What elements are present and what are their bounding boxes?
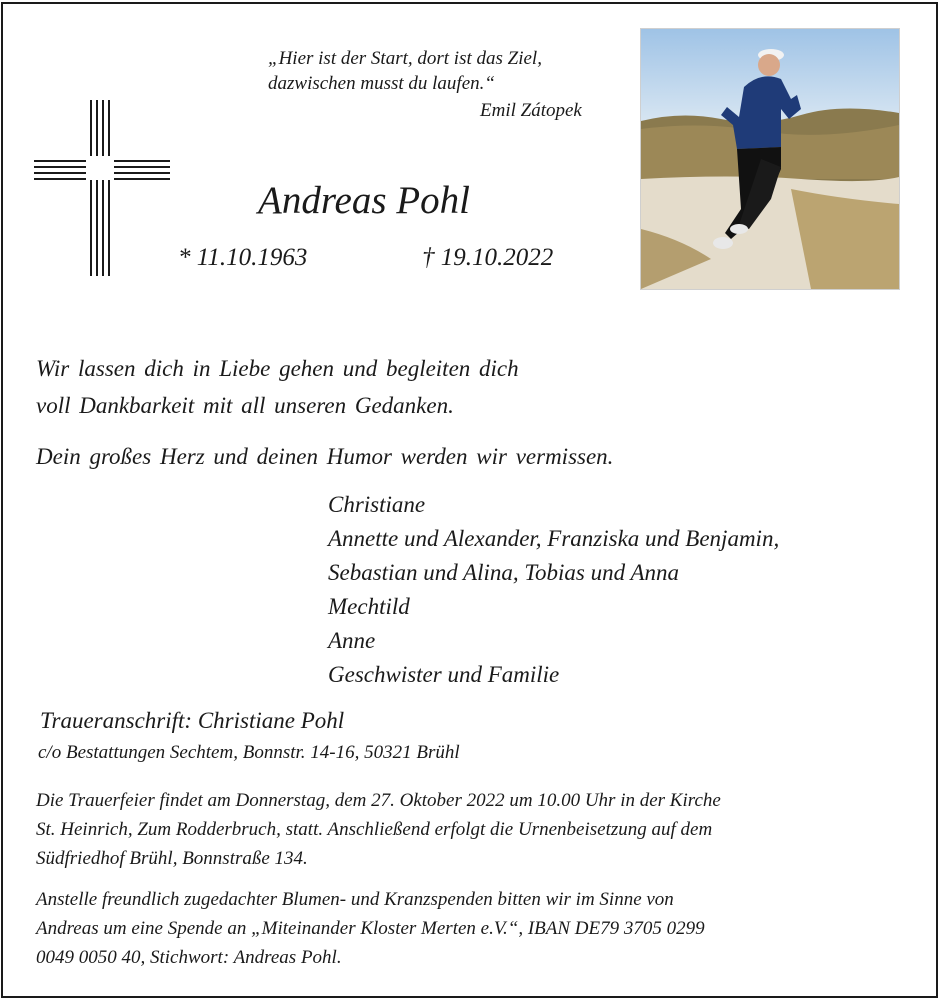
ceremony-info <box>36 786 721 873</box>
family-member: Geschwister und Familie <box>328 662 560 687</box>
ceremony-line: Südfriedhof Brühl, Bonnstraße 134. <box>36 848 308 869</box>
message-line: voll Dankbarkeit mit all unseren Gedanken. <box>36 393 454 418</box>
donation-line: Anstelle freundlich zugedachter Blumen- und Kranzspenden bitten wir im Sinne von <box>36 889 674 910</box>
ceremony-line: St. Heinrich, Zum Rodderbruch, statt. Anschließend erfolgt die Urnenbeisetzung auf dem <box>36 819 713 840</box>
farewell-message <box>36 350 519 424</box>
mourning-address: c/o Bestattungen Sechtem, Bonnstr. 14-16, 50321 Brühl <box>38 742 460 763</box>
mourning-address-label: Traueranschrift: Christiane Pohl <box>40 708 345 733</box>
quote-author: Emil Zátopek <box>480 100 582 121</box>
runner-photo <box>640 28 900 290</box>
quote <box>268 46 542 96</box>
donation-info <box>36 885 705 972</box>
family-member: Sebastian und Alina, Tobias und Anna <box>328 560 680 585</box>
family-member: Mechtild <box>328 594 410 619</box>
donation-line: Andreas um eine Spende an „Miteinander Kloster Merten e.V.“, IBAN DE79 3705 0299 <box>36 918 705 939</box>
farewell-message-2: Dein großes Herz und deinen Humor werden wir vermissen. <box>36 444 614 469</box>
family-member: Annette und Alexander, Franziska und Benjamin, <box>328 526 780 551</box>
quote-line: „Hier ist der Start, dort ist das Ziel, <box>268 48 542 69</box>
death-date: † 19.10.2022 <box>422 244 554 271</box>
cross-icon <box>32 100 172 276</box>
family-list <box>328 488 779 692</box>
ceremony-line: Die Trauerfeier findet am Donnerstag, dem 27. Oktober 2022 um 10.00 Uhr in der Kirche <box>36 790 721 811</box>
family-member: Christiane <box>328 492 426 517</box>
family-member: Anne <box>328 628 376 653</box>
donation-line: 0049 0050 40, Stichwort: Andreas Pohl. <box>36 947 342 968</box>
birth-date: * 11.10.1963 <box>178 244 308 271</box>
quote-line: dazwischen musst du laufen.“ <box>268 73 495 94</box>
deceased-name: Andreas Pohl <box>258 179 470 222</box>
message-line: Wir lassen dich in Liebe gehen und begleiten dich <box>36 356 519 381</box>
